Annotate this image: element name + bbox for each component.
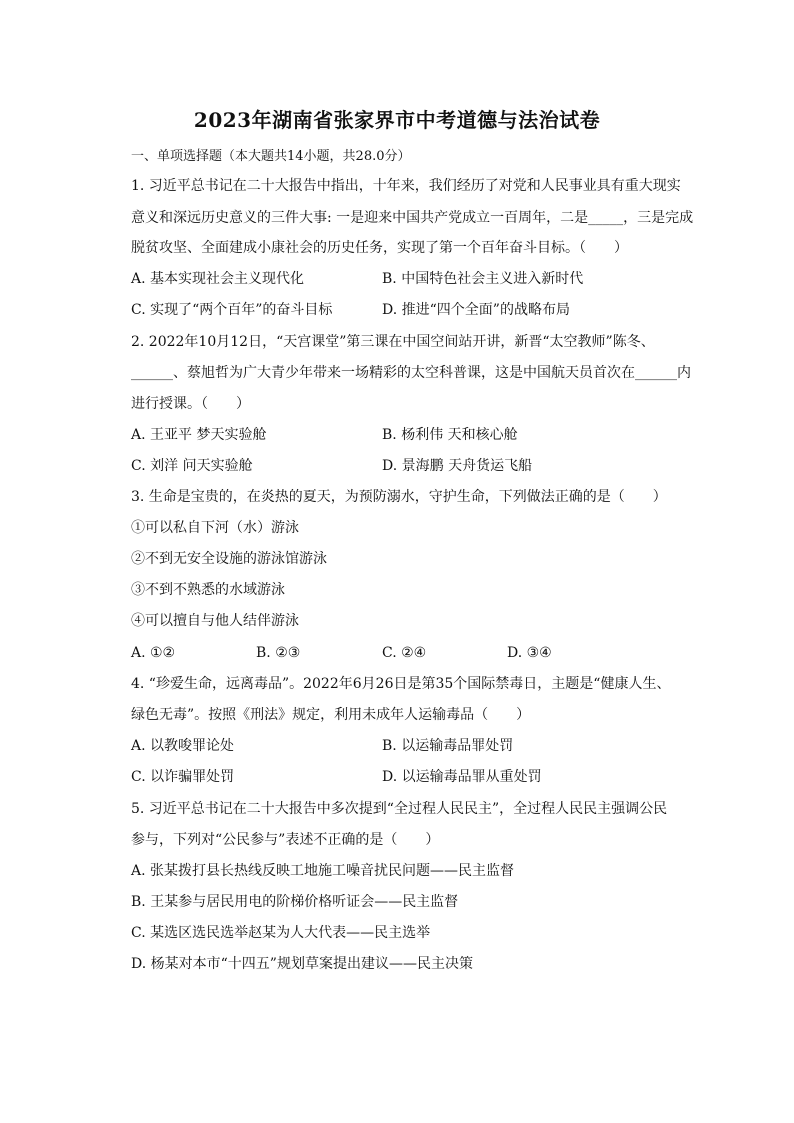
q5-option-c: C. 某选区选民选举赵某为人大代表——民主选举 xyxy=(131,925,431,941)
q4-option-a: A. 以教唆罪论处 xyxy=(131,738,235,754)
q3-option-c: C. ②④ xyxy=(382,645,427,661)
q5-option-b: B. 王某参与居民用电的阶梯价格听证会——民主监督 xyxy=(131,894,459,910)
q4-option-b: B. 以运输毒品罪处罚 xyxy=(382,738,514,754)
q3-option-b: B. ②③ xyxy=(256,645,301,661)
q2-line-2: ______、蔡旭哲为广大青少年带来一场精彩的太空科普课，这是中国航天员首次在______内 xyxy=(131,365,691,381)
q2-option-b: B. 杨利伟 天和核心舱 xyxy=(382,427,518,443)
q4-option-c: C. 以诈骗罪处罚 xyxy=(131,769,235,785)
q5-option-a: A. 张某拨打县长热线反映工地施工噪音扰民问题——民主监督 xyxy=(131,863,515,879)
q5-option-d: D. 杨某对本市“十四五”规划草案提出建议——民主决策 xyxy=(131,956,473,972)
q1-option-b: B. 中国特色社会主义进入新时代 xyxy=(382,271,584,287)
q5-line-2: 参与，下列对“公民参与”表述不正确的是（ ） xyxy=(131,832,440,848)
section-heading: 一、单项选择题（本大题共14小题，共28.0分） xyxy=(131,149,411,164)
q2-line-1: 2. 2022年10月12日，“天宫课堂”第三课在中国空间站开讲，新晋“太空教师”陈冬、 xyxy=(131,334,655,350)
q3-option-a: A. ①② xyxy=(131,645,176,661)
q5-line-1: 5. 习近平总书记在二十大报告中多次提到“全过程人民民主”，全过程人民民主强调公民 xyxy=(131,801,668,817)
page-title: 2023年湖南省张家界市中考道德与法治试卷 xyxy=(193,108,601,132)
q3-statement-1: ①可以私自下河（水）游泳 xyxy=(131,520,299,536)
q1-line-3: 脱贫攻坚、全面建成小康社会的历史任务，实现了第一个百年奋斗目标。（ ） xyxy=(131,240,628,256)
q4-option-d: D. 以运输毒品罪从重处罚 xyxy=(382,769,542,785)
q4-line-2: 绿色无毒”。按照《刑法》规定，利用未成年人运输毒品（ ） xyxy=(131,707,531,723)
q4-line-1: 4. “珍爱生命，远离毒品”。2022年6月26日是第35个国际禁毒日，主题是“健康人生、 xyxy=(131,676,671,692)
q2-option-c: C. 刘洋 问天实验舱 xyxy=(131,458,253,474)
q3-option-d: D. ③④ xyxy=(507,645,552,661)
q1-line-1: 1. 习近平总书记在二十大报告中指出，十年来，我们经历了对党和人民事业具有重大现实 xyxy=(131,178,681,194)
q2-option-a: A. 王亚平 梦天实验舱 xyxy=(131,427,267,443)
q3-line-1: 3. 生命是宝贵的，在炎热的夏天，为预防溺水，守护生命，下列做法正确的是（ ） xyxy=(131,489,667,505)
q2-option-d: D. 景海鹏 天舟货运飞船 xyxy=(382,458,533,474)
q3-statement-4: ④可以擅自与他人结伴游泳 xyxy=(131,613,299,629)
q1-line-2: 意义和深远历史意义的三件大事: 一是迎来中国共产党成立一百周年，二是_____，三是完成 xyxy=(131,210,694,226)
q1-option-d: D. 推进“四个全面”的战略布局 xyxy=(382,302,570,318)
q1-option-c: C. 实现了“两个百年”的奋斗目标 xyxy=(131,302,333,318)
q2-line-3: 进行授课。（ ） xyxy=(131,396,250,412)
q1-option-a: A. 基本实现社会主义现代化 xyxy=(131,271,305,287)
q3-statement-2: ②不到无安全设施的游泳馆游泳 xyxy=(131,551,327,567)
q3-statement-3: ③不到不熟悉的水域游泳 xyxy=(131,582,285,598)
